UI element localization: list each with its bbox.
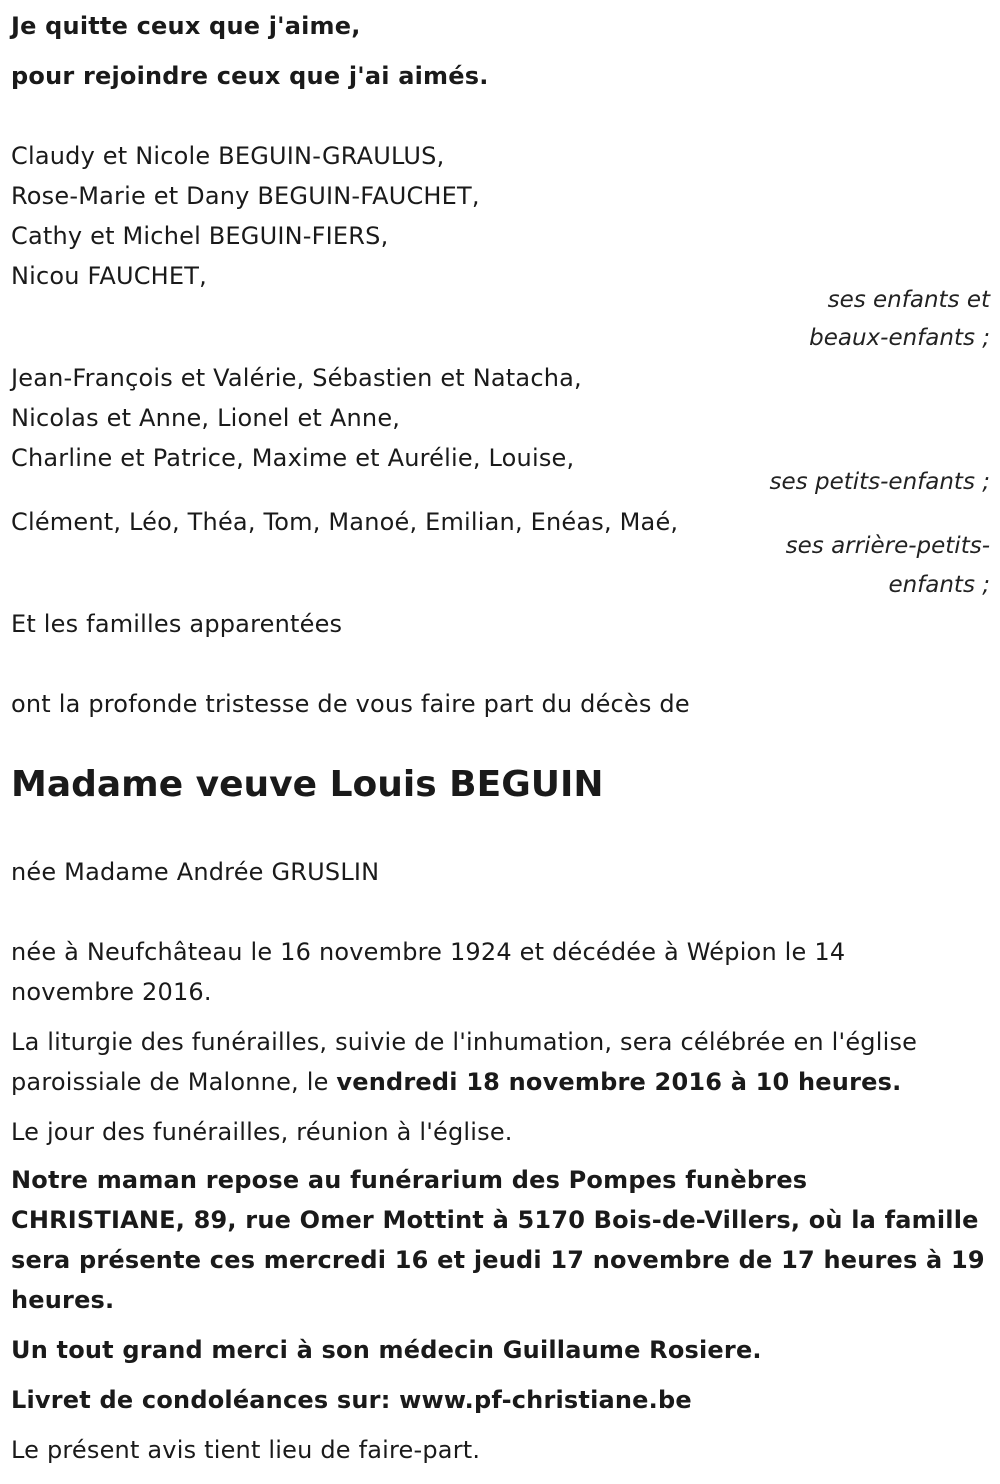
dates-line-2: novembre 2016. [11, 978, 212, 1006]
announcement-line: ont la profonde tristesse de vous faire part du décès de [11, 690, 690, 718]
rest-line-3: sera présente ces mercredi 16 et jeudi 17 novembre de 17 heures à 19 [11, 1246, 985, 1274]
birth-name: née Madame Andrée GRUSLIN [11, 858, 380, 886]
children-role-line-1: ses enfants et [827, 287, 990, 313]
children-name: Cathy et Michel BEGUIN-FIERS, [11, 222, 389, 250]
funeral-date: vendredi 18 novembre 2016 à 10 heures. [336, 1068, 902, 1096]
rest-line-2: CHRISTIANE, 89, rue Omer Mottint à 5170 Bois-de-Villers, où la famille [11, 1206, 979, 1234]
funeral-location: paroissiale de Malonne, le [11, 1068, 337, 1096]
grandchildren-name: Jean-François et Valérie, Sébastien et Natacha, [11, 364, 582, 392]
funeral-meeting: Le jour des funérailles, réunion à l'église. [11, 1118, 513, 1146]
children-name: Claudy et Nicole BEGUIN-GRAULUS, [11, 142, 445, 170]
condolences-line: Livret de condoléances sur: www.pf-christiane.be [11, 1386, 692, 1414]
grandchildren-name: Charline et Patrice, Maxime et Aurélie, Louise, [11, 444, 575, 472]
funeral-line-2 [11, 1068, 901, 1096]
children-name: Nicou FAUCHET, [11, 262, 207, 290]
rest-line-4: heures. [11, 1286, 115, 1314]
children-role-line-2: beaux-enfants ; [809, 325, 990, 351]
great-grandchildren-role-line-2: enfants ; [888, 572, 990, 598]
rest-line-1: Notre maman repose au funérarium des Pompes funèbres [11, 1166, 808, 1194]
dates-line-1: née à Neufchâteau le 16 novembre 1924 et décédée à Wépion le 14 [11, 938, 846, 966]
poem-line-2: pour rejoindre ceux que j'ai aimés. [11, 62, 489, 90]
funeral-line-1: La liturgie des funérailles, suivie de l'inhumation, sera célébrée en l'église [11, 1028, 918, 1056]
poem-line-1: Je quitte ceux que j'aime, [11, 12, 361, 40]
thanks-line: Un tout grand merci à son médecin Guillaume Rosiere. [11, 1336, 762, 1364]
deceased-name: Madame veuve Louis BEGUIN [11, 764, 604, 805]
children-name: Rose-Marie et Dany BEGUIN-FAUCHET, [11, 182, 480, 210]
notice-line: Le présent avis tient lieu de faire-part. [11, 1436, 481, 1464]
families-line: Et les familles apparentées [11, 610, 343, 638]
great-grandchildren-role-line-1: ses arrière-petits- [785, 533, 990, 559]
great-grandchildren-names: Clément, Léo, Théa, Tom, Manoé, Emilian, Enéas, Maé, [11, 508, 679, 536]
grandchildren-name: Nicolas et Anne, Lionel et Anne, [11, 404, 401, 432]
grandchildren-role: ses petits-enfants ; [769, 469, 990, 495]
